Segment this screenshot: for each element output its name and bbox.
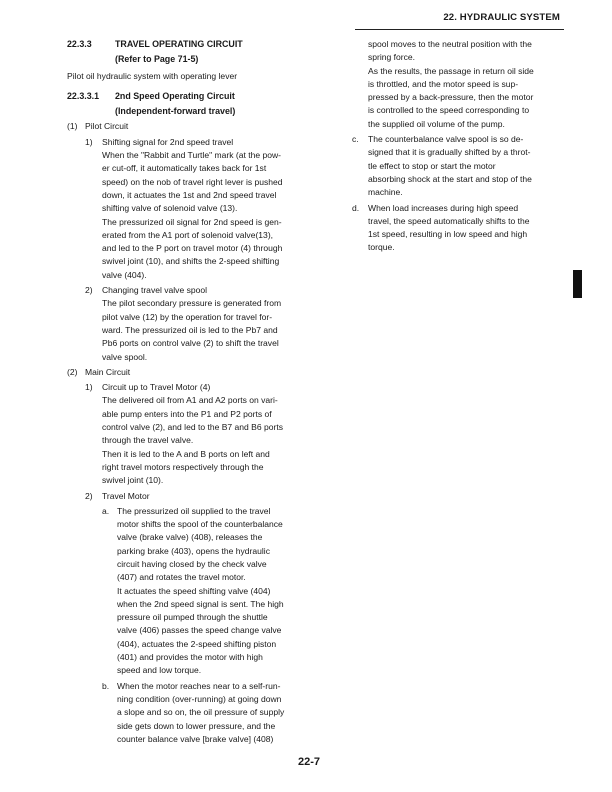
- list-marker: c.: [352, 134, 359, 145]
- text-line: is controlled to the speed corresponding to: [368, 105, 530, 116]
- main-item-1: [67, 381, 307, 487]
- text-line: Pb6 ports on control valve (2) to shift the travel: [102, 338, 279, 349]
- travel-motor-item-a: [67, 505, 307, 678]
- text-line: torque.: [368, 242, 395, 253]
- list-label: Pilot Circuit: [85, 121, 129, 132]
- text-line: (401) and provides the motor with high: [117, 652, 263, 663]
- text-line: er cut-off, it automatically takes back for 1st: [102, 163, 267, 174]
- text-line: ning condition (over-running) at going down: [117, 693, 282, 704]
- list-label: Main Circuit: [85, 366, 131, 377]
- text-line: The pressurized oil signal for 2nd speed is gen-: [102, 216, 282, 227]
- text-line: When load increases during high speed: [368, 202, 519, 213]
- page-number: 22-7: [298, 756, 321, 768]
- text-line: ward. The pressurized oil is led to the Pb7 and: [102, 324, 278, 335]
- travel-motor-item-b: [67, 680, 307, 746]
- text-line: side gets down to lower pressure, and the: [117, 720, 276, 731]
- section-heading: [67, 38, 307, 51]
- text-line: The delivered oil from A1 and A2 ports on vari-: [102, 395, 278, 406]
- text-line: spring force.: [368, 52, 416, 63]
- header-title: 22. HYDRAULIC SYSTEM: [443, 12, 560, 23]
- item-label: Circuit up to Travel Motor (4): [102, 382, 211, 393]
- text-line: pressed by a back-pressure, then the motor: [368, 92, 534, 103]
- item-label: Travel Motor: [102, 490, 150, 501]
- travel-motor-item-d: [352, 202, 558, 255]
- list-marker: 1): [85, 136, 93, 147]
- text-line: through the travel valve.: [102, 435, 194, 446]
- text-line: down, it actuates the 1st and 2nd speed travel: [102, 189, 277, 200]
- intro-text: Pilot oil hydraulic system with operating lever: [67, 70, 238, 81]
- text-line: The counterbalance valve spool is so de-: [368, 134, 524, 145]
- text-line: valve (406) passes the speed change valve: [117, 625, 282, 636]
- text-line: motor shifts the spool of the counterbalance: [117, 519, 283, 530]
- text-line: It actuates the speed shifting valve (404): [117, 585, 271, 596]
- text-line: machine.: [368, 187, 403, 198]
- text-line: valve (brake valve) (408), releases the: [117, 532, 263, 543]
- list-marker: 2): [85, 285, 93, 296]
- pilot-circuit-heading: [67, 120, 307, 133]
- text-line: right travel motors respectively through the: [102, 461, 264, 472]
- text-line: pilot valve (12) by the operation for travel for-: [102, 311, 273, 322]
- text-line: valve spool.: [102, 351, 148, 362]
- text-line: tle effect to stop or start the motor: [368, 160, 496, 171]
- text-line: when the 2nd speed signal is sent. The high: [117, 598, 284, 609]
- text-line: erated from the A1 port of solenoid valve(13),: [102, 229, 274, 240]
- list-marker: a.: [102, 505, 110, 516]
- text-line: shifting valve of solenoid valve (13).: [102, 203, 238, 214]
- list-marker: (1): [67, 121, 78, 132]
- text-line: control valve (2), and led to the B7 and B6 ports: [102, 422, 284, 433]
- item-label: Shifting signal for 2nd speed travel: [102, 136, 234, 147]
- continued-text: [352, 38, 558, 131]
- text-line: circuit having closed by the check valve: [117, 558, 267, 569]
- text-line: spool moves to the neutral position with the: [368, 39, 532, 49]
- text-line: the supplied oil volume of the pump.: [368, 118, 505, 129]
- text-line: valve (404).: [102, 269, 147, 280]
- text-line: parking brake (403), opens the hydraulic: [117, 545, 270, 556]
- subsection-number: 22.3.3.1: [67, 90, 100, 101]
- main-item-2: [67, 490, 307, 503]
- text-line: pressure oil pumped through the shuttle: [117, 612, 268, 623]
- subsection-subtitle: (Independent-forward travel): [115, 106, 236, 117]
- pilot-item-2: [67, 284, 307, 364]
- section-number: 22.3.3: [67, 39, 92, 49]
- text-line: is throttled, and the motor speed is sup-: [368, 78, 519, 89]
- text-line: absorbing shock at the start and stop of the: [368, 173, 532, 184]
- header-rule: [355, 29, 564, 30]
- pilot-item-1: [67, 136, 307, 282]
- text-line: 1st speed, resulting in low speed and high: [368, 229, 528, 240]
- travel-motor-item-c: [352, 133, 558, 199]
- text-line: speed and low torque.: [117, 665, 202, 676]
- text-line: Then it is led to the A and B ports on left and: [102, 448, 270, 459]
- list-marker: (2): [67, 366, 78, 377]
- text-line: (404), actuates the 2-speed shifting piston: [117, 638, 277, 649]
- text-line: When the motor reaches near to a self-run-: [117, 680, 281, 691]
- subsection-heading: [67, 90, 307, 103]
- list-marker: d.: [352, 202, 360, 213]
- text-line: swivel joint (10), and shifts the 2-speed shifting: [102, 256, 280, 267]
- text-line: The pressurized oil supplied to the travel: [117, 505, 271, 516]
- section-title: TRAVEL OPERATING CIRCUIT: [115, 39, 243, 49]
- refer-note: (Refer to Page 71-5): [115, 54, 199, 65]
- text-line: When the "Rabbit and Turtle" mark (at the pow-: [102, 150, 281, 161]
- text-line: a slope and so on, the oil pressure of supply: [117, 707, 285, 718]
- list-marker: 1): [85, 382, 93, 393]
- left-column: [67, 38, 307, 746]
- list-marker: 2): [85, 490, 93, 501]
- text-line: swivel joint (10).: [102, 475, 164, 486]
- main-circuit-heading: [67, 366, 307, 379]
- section-tab-marker: [573, 270, 582, 298]
- text-line: speed) on the nob of travel right lever is pushed: [102, 176, 283, 187]
- list-marker: b.: [102, 680, 110, 691]
- text-line: (407) and rotates the travel motor.: [117, 572, 246, 583]
- text-line: As the results, the passage in return oil side: [368, 65, 534, 76]
- subsection-title: 2nd Speed Operating Circuit: [115, 90, 235, 101]
- text-line: travel, the speed automatically shifts to the: [368, 215, 530, 226]
- text-line: able pump enters into the P1 and P2 ports of: [102, 408, 272, 419]
- text-line: and led to the P port on travel motor (4) through: [102, 243, 283, 254]
- item-label: Changing travel valve spool: [102, 285, 207, 296]
- text-line: counter balance valve [brake valve] (408): [117, 733, 274, 744]
- text-line: signed that it is gradually shifted by a throt-: [368, 147, 531, 158]
- text-line: The pilot secondary pressure is generated from: [102, 298, 282, 309]
- right-column: [352, 38, 558, 255]
